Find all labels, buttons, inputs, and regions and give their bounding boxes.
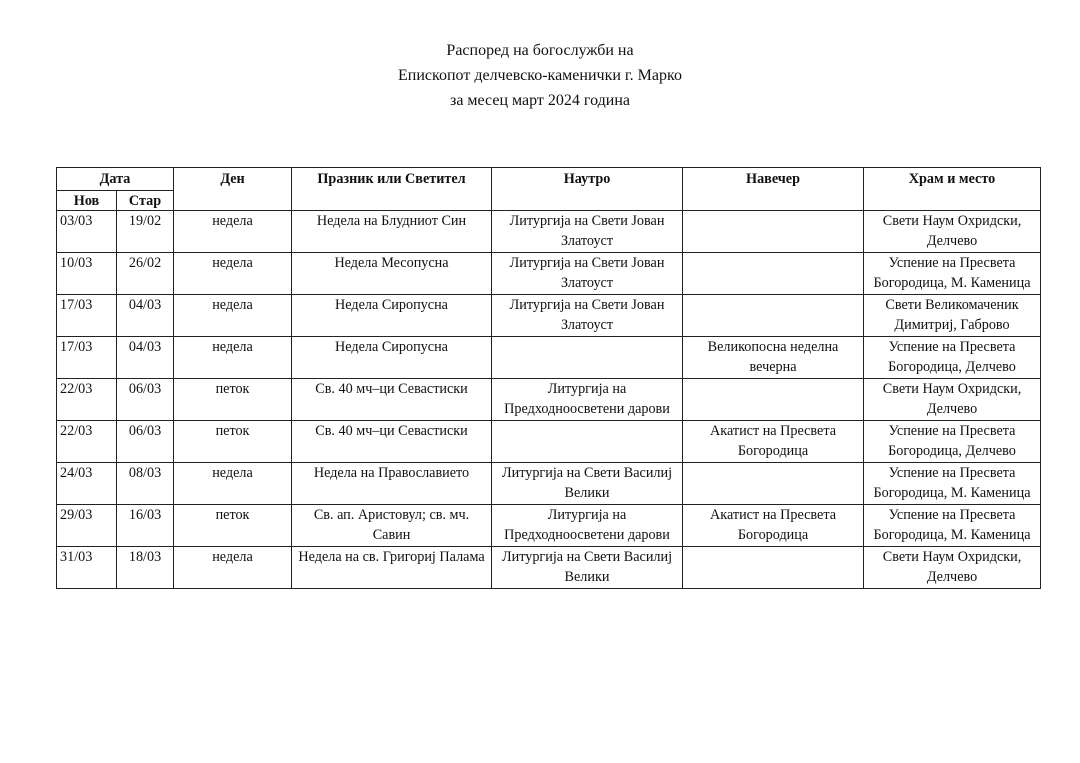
- cell-evening: Великопосна неделна вечерна: [683, 336, 864, 378]
- cell-feast: Недела на Блудниот Син: [292, 210, 492, 252]
- cell-church: Свети Наум Охридски, Делчево: [864, 378, 1041, 420]
- cell-church: Успение на Пресвета Богородица, М. Каменица: [864, 504, 1041, 546]
- header-day: Ден: [174, 168, 292, 211]
- table-row: [57, 420, 1041, 462]
- header-church: Храм и место: [864, 168, 1041, 211]
- cell-date-new: 31/03: [57, 546, 117, 588]
- table-row: [57, 252, 1041, 294]
- cell-date-new: 29/03: [57, 504, 117, 546]
- schedule-table: [56, 167, 1041, 589]
- cell-morning: [492, 420, 683, 462]
- cell-feast: Недела Сиропусна: [292, 294, 492, 336]
- cell-date-old: 08/03: [117, 462, 174, 504]
- cell-date-old: 04/03: [117, 294, 174, 336]
- cell-date-old: 18/03: [117, 546, 174, 588]
- header-feast: Празник или Светител: [292, 168, 492, 211]
- cell-morning: Литургија на Свети Василиј Велики: [492, 546, 683, 588]
- cell-feast: Недела на Православието: [292, 462, 492, 504]
- cell-day: недела: [174, 294, 292, 336]
- document-title: [0, 38, 1080, 113]
- cell-date-new: 03/03: [57, 210, 117, 252]
- table-row: [57, 546, 1041, 588]
- cell-feast: Недела на св. Григориј Палама: [292, 546, 492, 588]
- cell-date-new: 17/03: [57, 294, 117, 336]
- cell-feast: Св. ап. Аристовул; св. мч. Савин: [292, 504, 492, 546]
- cell-morning: Литургија на Свети Јован Златоуст: [492, 294, 683, 336]
- table-row: [57, 378, 1041, 420]
- cell-date-new: 17/03: [57, 336, 117, 378]
- cell-evening: [683, 210, 864, 252]
- cell-church: Свети Наум Охридски, Делчево: [864, 546, 1041, 588]
- cell-church: Успение на Пресвета Богородица, М. Каменица: [864, 462, 1041, 504]
- cell-day: петок: [174, 420, 292, 462]
- cell-church: Успение на Пресвета Богородица, Делчево: [864, 336, 1041, 378]
- cell-date-old: 26/02: [117, 252, 174, 294]
- cell-evening: [683, 462, 864, 504]
- cell-feast: Св. 40 мч–ци Севастиски: [292, 420, 492, 462]
- header-date: Дата: [57, 168, 174, 191]
- title-line-1: Распоред на богослужби на: [446, 42, 634, 59]
- cell-date-new: 24/03: [57, 462, 117, 504]
- cell-morning: Литургија на Свети Јован Златоуст: [492, 210, 683, 252]
- cell-evening: Акатист на Пресвета Богородица: [683, 504, 864, 546]
- title-line-2: Епископот делчевско-каменички г. Марко: [398, 67, 682, 84]
- cell-day: петок: [174, 378, 292, 420]
- cell-date-new: 22/03: [57, 420, 117, 462]
- cell-evening: [683, 546, 864, 588]
- cell-feast: Недела Месопусна: [292, 252, 492, 294]
- cell-date-new: 22/03: [57, 378, 117, 420]
- title-line-3: за месец март 2024 година: [450, 92, 630, 109]
- cell-evening: [683, 294, 864, 336]
- cell-date-new: 10/03: [57, 252, 117, 294]
- header-evening: Навечер: [683, 168, 864, 211]
- cell-day: недела: [174, 210, 292, 252]
- cell-day: недела: [174, 336, 292, 378]
- cell-day: недела: [174, 546, 292, 588]
- cell-feast: Недела Сиропусна: [292, 336, 492, 378]
- table-row: [57, 336, 1041, 378]
- header-date-new: Нов: [57, 190, 117, 210]
- table-row: [57, 462, 1041, 504]
- cell-evening: [683, 378, 864, 420]
- cell-evening: Акатист на Пресвета Богородица: [683, 420, 864, 462]
- cell-morning: [492, 336, 683, 378]
- cell-church: Свети Великомаченик Димитриј, Габрово: [864, 294, 1041, 336]
- cell-church: Успение на Пресвета Богородица, Делчево: [864, 420, 1041, 462]
- cell-morning: Литургија на Предходноосветени дарови: [492, 504, 683, 546]
- table-row: [57, 504, 1041, 546]
- cell-feast: Св. 40 мч–ци Севастиски: [292, 378, 492, 420]
- cell-evening: [683, 252, 864, 294]
- cell-date-old: 06/03: [117, 378, 174, 420]
- table-row: [57, 294, 1041, 336]
- header-morning: Наутро: [492, 168, 683, 211]
- cell-day: петок: [174, 504, 292, 546]
- cell-morning: Литургија на Предходноосветени дарови: [492, 378, 683, 420]
- table-row: [57, 210, 1041, 252]
- cell-morning: Литургија на Свети Јован Златоуст: [492, 252, 683, 294]
- cell-date-old: 04/03: [117, 336, 174, 378]
- schedule-body: [57, 210, 1041, 588]
- cell-day: недела: [174, 252, 292, 294]
- cell-church: Свети Наум Охридски, Делчево: [864, 210, 1041, 252]
- cell-morning: Литургија на Свети Василиј Велики: [492, 462, 683, 504]
- cell-date-old: 16/03: [117, 504, 174, 546]
- header-date-old: Стар: [117, 190, 174, 210]
- cell-date-old: 06/03: [117, 420, 174, 462]
- cell-church: Успение на Пресвета Богородица, М. Каменица: [864, 252, 1041, 294]
- cell-day: недела: [174, 462, 292, 504]
- cell-date-old: 19/02: [117, 210, 174, 252]
